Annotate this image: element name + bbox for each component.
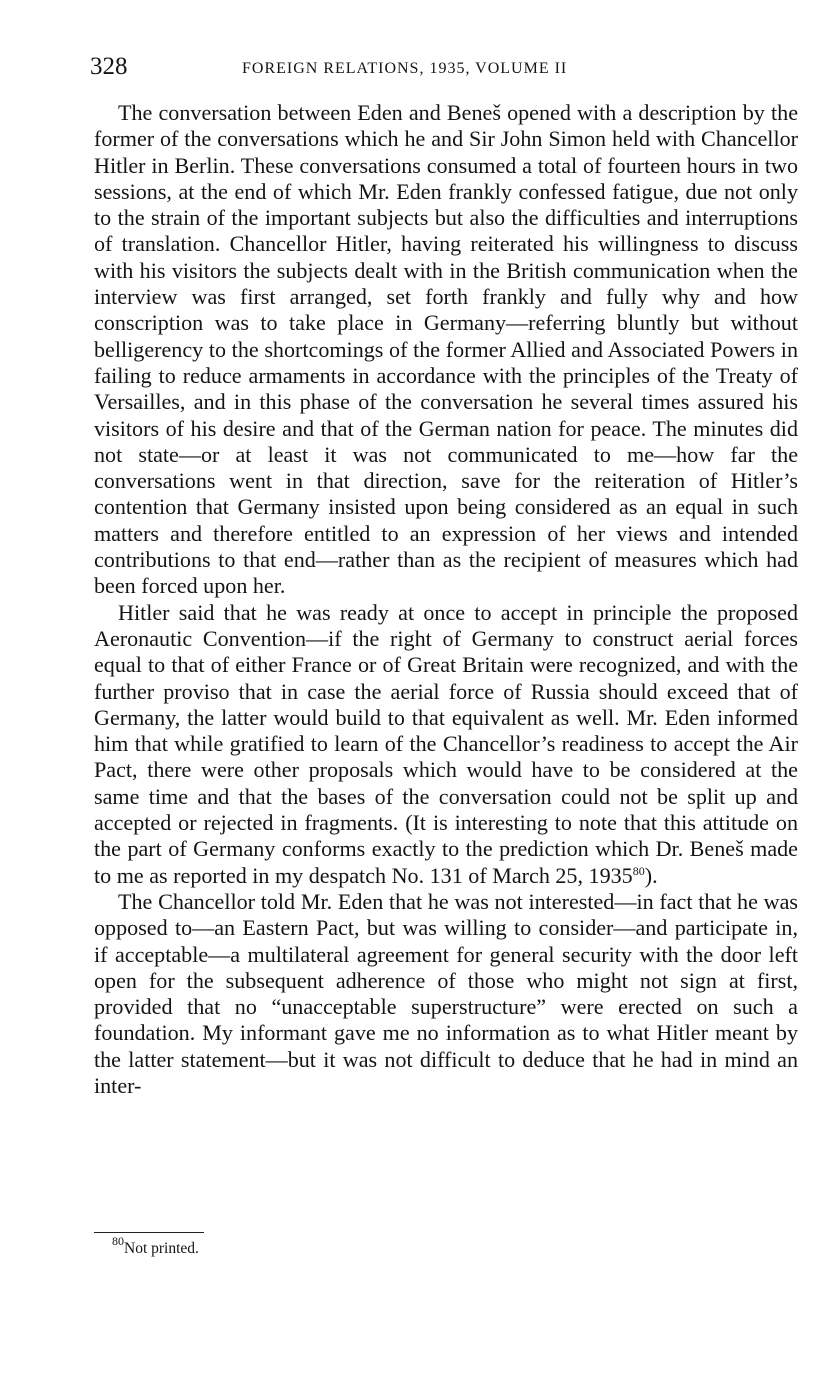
footnote-reference: 80 bbox=[632, 863, 645, 878]
paragraph-3: The Chancellor told Mr. Eden that he was not interested—in fact that he was opposed to—an Eastern Pact, but was willing to consider—and participate in, if acceptable—a multilateral agreement for general security with the door left open for the subsequent adherence of those who might not sign at first, provided that no “unacceptable superstructure” were erected on such a foundation. My informant gave me no information as to what Hitler meant by the latter statement—but it was not difficult to deduce that he had in mind an inter- bbox=[94, 888, 798, 1098]
paragraph-2 bbox=[94, 600, 798, 889]
paragraph-2-closing: ). bbox=[644, 862, 658, 888]
body-text bbox=[94, 100, 798, 1099]
footnote-number: 80 bbox=[112, 1234, 124, 1248]
page-header bbox=[90, 52, 798, 86]
footnote-text: Not printed. bbox=[124, 1240, 199, 1257]
paragraph-2-text: Hitler said that he was ready at once to accept in principle the proposed Aeronautic Convention—if the right of Germany to construct aerial forces equal to that of either France or of Great Britain were recognized, and with the further proviso that in case the aerial force of Russia should exceed that of Germany, the latter would build to that equivalent as well. Mr. Eden informed him that while gratified to learn of the Chancellor’s readiness to accept the Air Pact, there were other proposals which would have to be considered at the same time and that the bases of the conversation could not be split up and accepted or rejected in fragments. (It is interesting to note that this attitude on the part of Germany conforms exactly to the prediction which Dr. Beneš made to me as reported in my despatch No. 131 of March 25, 1935 bbox=[94, 599, 798, 888]
footnote bbox=[112, 1234, 199, 1260]
footnote-divider bbox=[94, 1232, 204, 1233]
paragraph-1: The conversation between Eden and Beneš opened with a description by the former of the conversations which he and Sir John Simon held with Chancellor Hitler in Berlin. These conversations consumed a total of fourteen hours in two sessions, at the end of which Mr. Eden frankly confessed fatigue, due not only to the strain of the important subjects but also the difficulties and interruptions of translation. Chancellor Hitler, having reiterated his willingness to discuss with his visitors the subjects dealt with in the British communication when the interview was first arranged, set forth frankly and fully why and how conscription was to take place in Germany—referring bluntly but without belligerency to the shortcomings of the former Allied and Associated Powers in failing to reduce armaments in accordance with the principles of the Treaty of Versailles, and in this phase of the conversation he several times assured his visitors of his desire and that of the German nation for peace. The minutes did not state—or at least it was not communicated to me—how far the conversations went in that direction, save for the reiteration of Hitler’s contention that Germany insisted upon being considered as an equal in such matters and therefore entitled to an expression of her views and intended contributions to that end—rather than as the recipient of measures which had been forced upon her. bbox=[94, 100, 798, 599]
page-number: 328 bbox=[90, 53, 128, 80]
running-title: FOREIGN RELATIONS, 1935, VOLUME II bbox=[242, 60, 568, 77]
